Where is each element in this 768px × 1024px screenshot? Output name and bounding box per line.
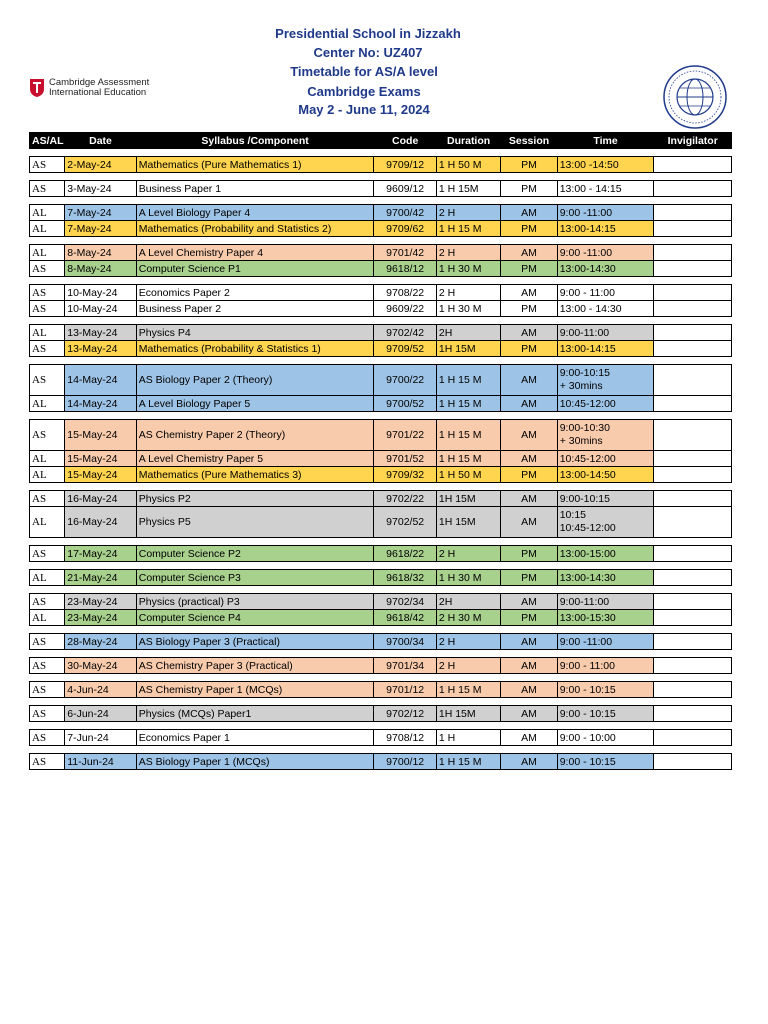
session-cell: PM (501, 467, 557, 483)
duration-cell: 1 H 15 M (436, 451, 500, 467)
date-cell: 14-May-24 (65, 396, 137, 412)
level-cell: AS (30, 261, 65, 277)
duration-cell: 2H (436, 325, 500, 341)
duration-cell: 2 H (436, 658, 500, 674)
duration-cell: 2H (436, 594, 500, 610)
timetable-title: Timetable for AS/A level (290, 64, 438, 79)
table-row (30, 491, 732, 507)
duration-cell: 1 H 50 M (436, 467, 500, 483)
session-cell: AM (501, 682, 557, 698)
code-cell: 9700/52 (374, 396, 436, 412)
col-header-duration: Duration (436, 133, 500, 149)
time-cell: 9:00 -11:00 (557, 245, 654, 261)
invigilator-cell (654, 451, 732, 467)
invigilator-cell (654, 610, 732, 626)
code-cell: 9700/12 (374, 754, 436, 770)
date-cell: 17-May-24 (65, 546, 137, 562)
code-cell: 9701/12 (374, 682, 436, 698)
col-header-code: Code (374, 133, 436, 149)
code-cell: 9618/12 (374, 261, 436, 277)
col-header-time: Time (557, 133, 654, 149)
session-cell: AM (501, 420, 557, 451)
session-cell: PM (501, 221, 557, 237)
duration-cell: 1 H 50 M (436, 157, 500, 173)
table-row (30, 245, 732, 261)
level-cell: AL (30, 467, 65, 483)
time-cell: 13:00-15:30 (557, 610, 654, 626)
time-cell: 13:00-14:30 (557, 261, 654, 277)
table-row (30, 396, 732, 412)
invigilator-cell (654, 706, 732, 722)
duration-cell: 2 H (436, 634, 500, 650)
component-cell: Mathematics (Pure Mathematics 1) (136, 157, 374, 173)
component-cell: Mathematics (Probability & Statistics 1) (136, 341, 374, 357)
time-cell: 13:00-15:00 (557, 546, 654, 562)
level-cell: AS (30, 285, 65, 301)
duration-cell: 1 H 30 M (436, 570, 500, 586)
component-cell: Economics Paper 2 (136, 285, 374, 301)
component-cell: A Level Biology Paper 5 (136, 396, 374, 412)
invigilator-cell (654, 261, 732, 277)
session-cell: PM (501, 181, 557, 197)
component-cell: A Level Chemistry Paper 5 (136, 451, 374, 467)
date-cell: 21-May-24 (65, 570, 137, 586)
invigilator-cell (654, 594, 732, 610)
time-cell: 9:00 - 10:00 (557, 730, 654, 746)
time-cell: 10:45-12:00 (557, 396, 654, 412)
session-cell: PM (501, 610, 557, 626)
duration-cell: 1 H 15 M (436, 365, 500, 396)
time-cell: 13:00 - 14:30 (557, 301, 654, 317)
component-cell: Mathematics (Pure Mathematics 3) (136, 467, 374, 483)
table-row (30, 594, 732, 610)
exam-timetable (29, 132, 732, 770)
component-cell: A Level Biology Paper 4 (136, 205, 374, 221)
school-title: Presidential School in Jizzakh (275, 26, 461, 41)
session-cell: AM (501, 396, 557, 412)
level-cell: AS (30, 420, 65, 451)
code-cell: 9700/22 (374, 365, 436, 396)
duration-cell: 1H 15M (436, 706, 500, 722)
component-cell: Physics P4 (136, 325, 374, 341)
date-cell: 8-May-24 (65, 261, 137, 277)
logo-line-1: Cambridge Assessment (49, 77, 150, 88)
logo-line-2: International Education (49, 87, 147, 98)
code-cell: 9700/42 (374, 205, 436, 221)
table-row (30, 301, 732, 317)
time-cell: 13:00-14:15 (557, 221, 654, 237)
time-cell (557, 365, 654, 396)
invigilator-cell (654, 157, 732, 173)
level-cell: AS (30, 730, 65, 746)
invigilator-cell (654, 245, 732, 261)
table-row (30, 420, 732, 451)
duration-cell: 2 H (436, 285, 500, 301)
level-cell: AL (30, 396, 65, 412)
invigilator-cell (654, 491, 732, 507)
code-cell: 9700/34 (374, 634, 436, 650)
code-cell: 9702/42 (374, 325, 436, 341)
table-row (30, 341, 732, 357)
level-cell: AS (30, 341, 65, 357)
component-cell: AS Biology Paper 2 (Theory) (136, 365, 374, 396)
session-cell: PM (501, 261, 557, 277)
date-cell: 7-May-24 (65, 221, 137, 237)
component-cell: AS Chemistry Paper 1 (MCQs) (136, 682, 374, 698)
session-cell: AM (501, 706, 557, 722)
session-cell: PM (501, 546, 557, 562)
invigilator-cell (654, 467, 732, 483)
level-cell: AS (30, 658, 65, 674)
table-row (30, 451, 732, 467)
invigilator-cell (654, 221, 732, 237)
level-cell: AL (30, 451, 65, 467)
time-cell: 9:00 - 10:15 (557, 682, 654, 698)
level-cell: AS (30, 754, 65, 770)
time-cell: 13:00-14:30 (557, 570, 654, 586)
level-cell: AL (30, 245, 65, 261)
time-line-1: 9:00-10:30 (559, 422, 610, 434)
code-cell: 9708/12 (374, 730, 436, 746)
duration-cell: 1H 15M (436, 341, 500, 357)
session-cell: PM (501, 341, 557, 357)
school-seal-icon (662, 64, 728, 130)
date-cell: 2-May-24 (65, 157, 137, 173)
duration-cell: 1 H 30 M (436, 301, 500, 317)
session-cell: PM (501, 301, 557, 317)
table-row (30, 325, 732, 341)
table-row (30, 507, 732, 538)
col-header-date: Date (65, 133, 137, 149)
invigilator-cell (654, 365, 732, 396)
component-cell: AS Chemistry Paper 3 (Practical) (136, 658, 374, 674)
table-row (30, 285, 732, 301)
component-cell: AS Biology Paper 3 (Practical) (136, 634, 374, 650)
session-cell: AM (501, 730, 557, 746)
table-row (30, 467, 732, 483)
component-cell: A Level Chemistry Paper 4 (136, 245, 374, 261)
code-cell: 9709/52 (374, 341, 436, 357)
date-cell: 4-Jun-24 (65, 682, 137, 698)
component-cell: Computer Science P4 (136, 610, 374, 626)
code-cell: 9708/22 (374, 285, 436, 301)
time-cell: 13:00 -14:50 (557, 157, 654, 173)
code-cell: 9609/22 (374, 301, 436, 317)
code-cell: 9702/52 (374, 507, 436, 538)
level-cell: AS (30, 181, 65, 197)
date-cell: 7-May-24 (65, 205, 137, 221)
code-cell: 9618/42 (374, 610, 436, 626)
date-cell: 10-May-24 (65, 301, 137, 317)
component-cell: Physics P5 (136, 507, 374, 538)
component-cell: Economics Paper 1 (136, 730, 374, 746)
date-cell: 10-May-24 (65, 285, 137, 301)
component-cell: Computer Science P2 (136, 546, 374, 562)
table-row (30, 658, 732, 674)
duration-cell: 1 H 15 M (436, 682, 500, 698)
level-cell: AL (30, 221, 65, 237)
duration-cell: 2 H (436, 205, 500, 221)
time-cell: 13:00-14:15 (557, 341, 654, 357)
time-cell: 9:00 - 10:15 (557, 706, 654, 722)
level-cell: AS (30, 157, 65, 173)
component-cell: Mathematics (Probability and Statistics 2) (136, 221, 374, 237)
session-cell: AM (501, 285, 557, 301)
invigilator-cell (654, 507, 732, 538)
invigilator-cell (654, 754, 732, 770)
level-cell: AS (30, 634, 65, 650)
col-header-level: AS/AL (30, 133, 65, 149)
time-cell: 9:00-11:00 (557, 594, 654, 610)
table-row (30, 221, 732, 237)
level-cell: AL (30, 205, 65, 221)
session-cell: AM (501, 245, 557, 261)
code-cell: 9709/12 (374, 157, 436, 173)
code-cell: 9701/22 (374, 420, 436, 451)
table-row (30, 634, 732, 650)
code-cell: 9618/22 (374, 546, 436, 562)
component-cell: AS Biology Paper 1 (MCQs) (136, 754, 374, 770)
session-cell: AM (501, 325, 557, 341)
component-cell: Business Paper 1 (136, 181, 374, 197)
time-cell: 9:00-10:15 (557, 491, 654, 507)
session-cell: AM (501, 491, 557, 507)
table-row (30, 157, 732, 173)
col-header-invigilator: Invigilator (654, 133, 732, 149)
level-cell: AS (30, 301, 65, 317)
date-cell: 13-May-24 (65, 325, 137, 341)
col-header-component: Syllabus /Component (136, 133, 374, 149)
time-line-1: 9:00-10:15 (559, 367, 610, 379)
date-cell: 13-May-24 (65, 341, 137, 357)
level-cell: AS (30, 491, 65, 507)
table-row (30, 706, 732, 722)
date-cell: 28-May-24 (65, 634, 137, 650)
code-cell: 9702/22 (374, 491, 436, 507)
level-cell: AS (30, 706, 65, 722)
session-cell: AM (501, 658, 557, 674)
code-cell: 9609/12 (374, 181, 436, 197)
date-cell: 16-May-24 (65, 491, 137, 507)
invigilator-cell (654, 634, 732, 650)
level-cell: AL (30, 610, 65, 626)
component-cell: Computer Science P1 (136, 261, 374, 277)
date-cell: 11-Jun-24 (65, 754, 137, 770)
session-cell: AM (501, 365, 557, 396)
date-cell: 30-May-24 (65, 658, 137, 674)
time-cell: 9:00 -11:00 (557, 205, 654, 221)
time-line-2: + 30mins (559, 380, 603, 392)
level-cell: AS (30, 365, 65, 396)
time-cell: 9:00 - 11:00 (557, 658, 654, 674)
invigilator-cell (654, 285, 732, 301)
level-cell: AL (30, 325, 65, 341)
level-cell: AL (30, 570, 65, 586)
time-cell (557, 507, 654, 538)
code-cell: 9701/42 (374, 245, 436, 261)
time-cell (557, 420, 654, 451)
session-cell: PM (501, 570, 557, 586)
time-cell: 9:00 -11:00 (557, 634, 654, 650)
invigilator-cell (654, 682, 732, 698)
duration-cell: 1H 15M (436, 491, 500, 507)
table-row (30, 261, 732, 277)
table-header-row (30, 133, 732, 149)
cambridge-crest-icon (30, 79, 44, 97)
duration-cell: 2 H (436, 245, 500, 261)
component-cell: Physics (MCQs) Paper1 (136, 706, 374, 722)
date-cell: 23-May-24 (65, 594, 137, 610)
invigilator-cell (654, 420, 732, 451)
date-cell: 23-May-24 (65, 610, 137, 626)
session-cell: AM (501, 594, 557, 610)
session-cell: PM (501, 157, 557, 173)
code-cell: 9701/34 (374, 658, 436, 674)
exam-date-range: May 2 - June 11, 2024 (298, 102, 430, 117)
session-cell: AM (501, 754, 557, 770)
date-cell: 15-May-24 (65, 420, 137, 451)
duration-cell: 1H 15M (436, 507, 500, 538)
invigilator-cell (654, 570, 732, 586)
code-cell: 9709/32 (374, 467, 436, 483)
component-cell: Business Paper 2 (136, 301, 374, 317)
duration-cell: 1 H 15 M (436, 420, 500, 451)
session-cell: AM (501, 634, 557, 650)
invigilator-cell (654, 301, 732, 317)
code-cell: 9701/52 (374, 451, 436, 467)
duration-cell: 1 H 30 M (436, 261, 500, 277)
level-cell: AS (30, 546, 65, 562)
component-cell: Physics (practical) P3 (136, 594, 374, 610)
code-cell: 9702/34 (374, 594, 436, 610)
time-cell: 9:00 - 11:00 (557, 285, 654, 301)
session-cell: AM (501, 451, 557, 467)
time-cell: 10:45-12:00 (557, 451, 654, 467)
date-cell: 14-May-24 (65, 365, 137, 396)
invigilator-cell (654, 730, 732, 746)
invigilator-cell (654, 205, 732, 221)
duration-cell: 1 H 15 M (436, 396, 500, 412)
code-cell: 9709/62 (374, 221, 436, 237)
table-row (30, 754, 732, 770)
exams-title: Cambridge Exams (307, 84, 421, 99)
level-cell: AS (30, 682, 65, 698)
table-row (30, 205, 732, 221)
invigilator-cell (654, 181, 732, 197)
table-row (30, 546, 732, 562)
table-row (30, 682, 732, 698)
duration-cell: 1 H 15M (436, 181, 500, 197)
date-cell: 15-May-24 (65, 467, 137, 483)
table-row (30, 365, 732, 396)
table-row (30, 181, 732, 197)
duration-cell: 1 H (436, 730, 500, 746)
duration-cell: 2 H 30 M (436, 610, 500, 626)
duration-cell: 2 H (436, 546, 500, 562)
center-number: Center No: UZ407 (313, 45, 423, 60)
invigilator-cell (654, 396, 732, 412)
code-cell: 9702/12 (374, 706, 436, 722)
date-cell: 6-Jun-24 (65, 706, 137, 722)
invigilator-cell (654, 325, 732, 341)
table-row (30, 730, 732, 746)
code-cell: 9618/32 (374, 570, 436, 586)
date-cell: 7-Jun-24 (65, 730, 137, 746)
date-cell: 8-May-24 (65, 245, 137, 261)
session-cell: AM (501, 507, 557, 538)
col-header-session: Session (501, 133, 557, 149)
date-cell: 15-May-24 (65, 451, 137, 467)
invigilator-cell (654, 546, 732, 562)
time-cell: 9:00 - 10:15 (557, 754, 654, 770)
component-cell: Physics P2 (136, 491, 374, 507)
level-cell: AL (30, 507, 65, 538)
level-cell: AS (30, 594, 65, 610)
time-cell: 13:00 - 14:15 (557, 181, 654, 197)
table-row (30, 570, 732, 586)
time-line-2: 10:45-12:00 (559, 522, 616, 534)
session-cell: AM (501, 205, 557, 221)
date-cell: 3-May-24 (65, 181, 137, 197)
date-cell: 16-May-24 (65, 507, 137, 538)
time-line-1: 10:15 (559, 509, 586, 521)
component-cell: AS Chemistry Paper 2 (Theory) (136, 420, 374, 451)
time-line-2: + 30mins (559, 435, 603, 447)
time-cell: 13:00-14:50 (557, 467, 654, 483)
component-cell: Computer Science P3 (136, 570, 374, 586)
table-row (30, 610, 732, 626)
invigilator-cell (654, 658, 732, 674)
invigilator-cell (654, 341, 732, 357)
duration-cell: 1 H 15 M (436, 221, 500, 237)
time-cell: 9:00-11:00 (557, 325, 654, 341)
duration-cell: 1 H 15 M (436, 754, 500, 770)
cambridge-logo (30, 78, 149, 98)
